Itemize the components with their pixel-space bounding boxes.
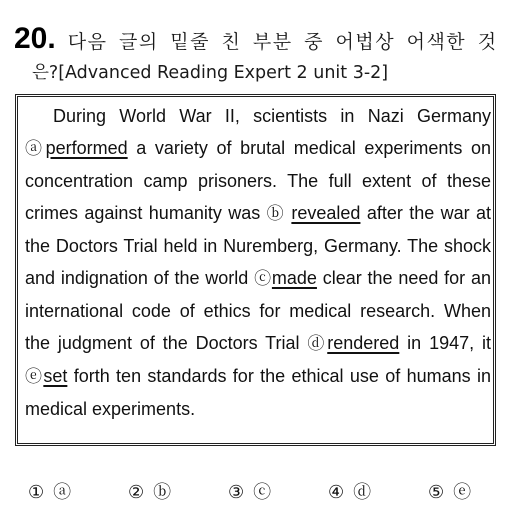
choice-marker: ⓐ [25, 139, 46, 159]
underlined-phrase: set [43, 366, 68, 386]
option-label: ⓐ [53, 482, 72, 503]
option-number: ④ [328, 482, 345, 503]
question-stem-line1: 다음 글의 밑줄 친 부분 중 어법상 어색한 것 [67, 31, 498, 53]
option-number: ⑤ [428, 482, 445, 503]
question-stem-line2: 은?[Advanced Reading Expert 2 unit 3-2] [32, 63, 389, 83]
option-label: ⓔ [453, 482, 472, 503]
question-header [14, 22, 510, 84]
option-label: ⓒ [253, 482, 272, 503]
passage-segment: in 1947, it [399, 333, 491, 353]
passage-segment: forth ten standards for the ethical use of humans in medical experiments. [25, 366, 491, 419]
passage-segment: clear the need for an international code of ethics for medical research. When the judgment of the Doctors Trial [25, 268, 491, 353]
answer-option-4[interactable] [328, 478, 371, 504]
underlined-phrase: performed [45, 138, 128, 158]
option-number: ③ [228, 482, 245, 503]
passage-text [25, 100, 491, 425]
passage-segment: after the war at the Doctors Trial held in Nuremberg, Germany. The shock and indignation of the world [25, 203, 492, 288]
underlined-phrase: rendered [327, 333, 400, 353]
answer-option-2[interactable] [128, 478, 171, 504]
option-label: ⓑ [153, 482, 172, 503]
choice-marker: ⓓ [307, 334, 328, 354]
option-label: ⓓ [353, 482, 372, 503]
underlined-phrase: revealed [291, 203, 361, 223]
passage-box [15, 94, 496, 446]
answer-option-3[interactable] [228, 478, 271, 504]
answer-option-1[interactable] [28, 478, 71, 504]
question-number: 20. [14, 22, 56, 55]
choice-marker: ⓒ [254, 269, 272, 289]
option-number: ① [28, 482, 45, 503]
question-title-line [14, 22, 510, 54]
answer-option-5[interactable] [428, 478, 471, 504]
option-number: ② [128, 482, 145, 503]
underlined-phrase: made [271, 268, 317, 288]
choice-marker: ⓔ [25, 367, 44, 387]
passage-segment: a variety of brutal medical experiments on concentration camp prisoners. The full extent of these crimes against humanity was [25, 138, 491, 223]
choice-marker: ⓑ [266, 204, 285, 224]
answer-options [0, 478, 519, 504]
passage-segment: During World War II, scientists in Nazi Germany [53, 106, 491, 126]
